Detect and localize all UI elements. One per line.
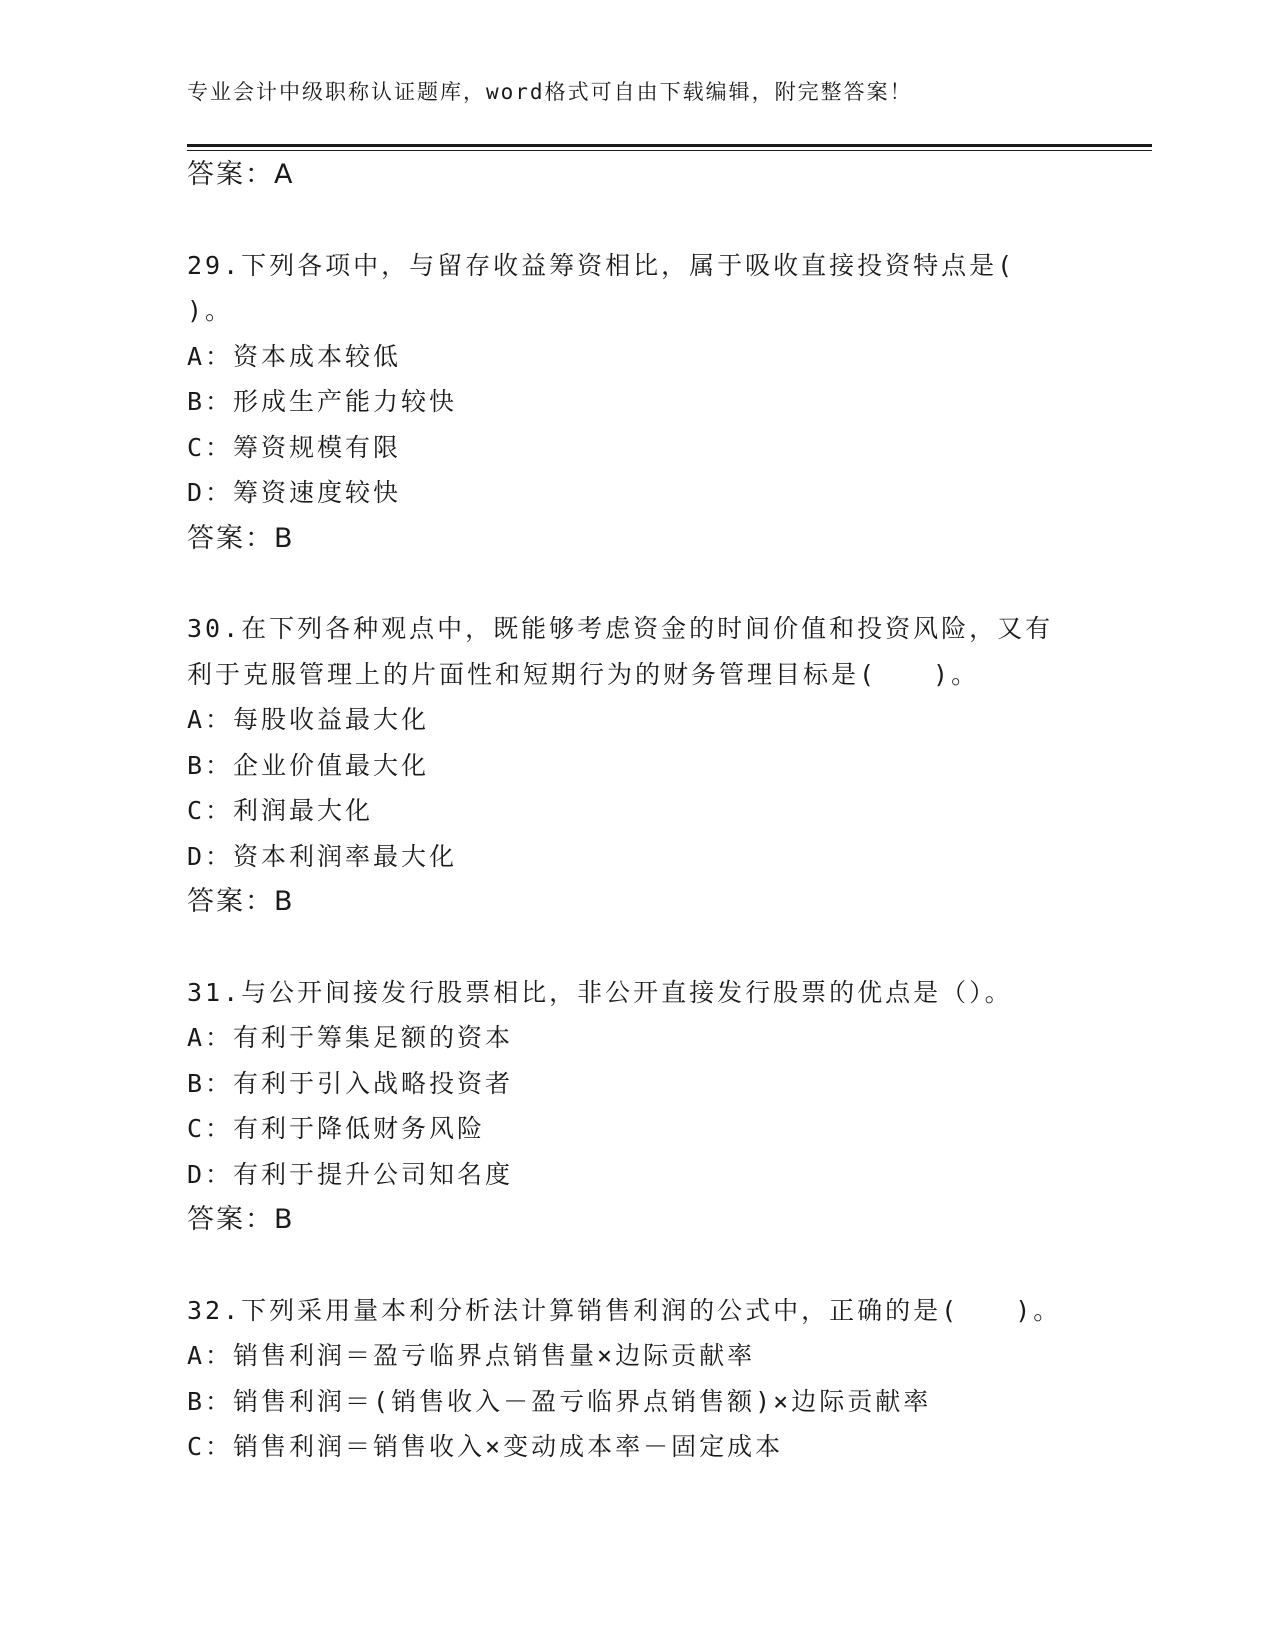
answer-line: 答案：B bbox=[187, 1204, 295, 1235]
option-c: C：利润最大化 bbox=[187, 796, 374, 825]
question-text-cont: )。 bbox=[187, 296, 234, 325]
question-text: 31.与公开间接发行股票相比，非公开直接发行股票的优点是（）。 bbox=[187, 977, 1013, 1007]
page-header: 专业会计中级职称认证题库，word格式可自由下载编辑，附完整答案！ bbox=[187, 80, 913, 104]
question-29 bbox=[187, 243, 1087, 562]
header-divider-thin bbox=[187, 150, 1152, 151]
option-c: C：筹资规模有限 bbox=[187, 432, 402, 462]
option-c: C：有利于降低财务风险 bbox=[187, 1114, 486, 1143]
question-32 bbox=[187, 1288, 1087, 1470]
option-c: C：销售利润＝销售收入×变动成本率－固定成本 bbox=[187, 1432, 784, 1461]
option-b: B：销售利润＝(销售收入－盈亏临界点销售额)×边际贡献率 bbox=[187, 1386, 932, 1416]
option-a: A：有利于筹集足额的资本 bbox=[187, 1023, 514, 1052]
question-text-cont: 利于克服管理上的片面性和短期行为的财务管理目标是( )。 bbox=[187, 659, 980, 689]
option-d: D：筹资速度较快 bbox=[187, 478, 402, 507]
header-divider bbox=[187, 144, 1152, 147]
question-text: 30.在下列各种观点中，既能够考虑资金的时间价值和投资风险，又有 bbox=[187, 614, 1054, 643]
question-text: 32.下列采用量本利分析法计算销售利润的公式中，正确的是( )。 bbox=[187, 1295, 1062, 1325]
answer-line: 答案：B bbox=[187, 886, 295, 917]
option-d: D：资本利润率最大化 bbox=[187, 841, 458, 871]
option-a: A：销售利润＝盈亏临界点销售量×边际贡献率 bbox=[187, 1341, 756, 1370]
option-b: B：形成生产能力较快 bbox=[187, 387, 458, 416]
option-b: B：有利于引入战略投资者 bbox=[187, 1068, 514, 1098]
question-text: 29.下列各项中，与留存收益筹资相比，属于吸收直接投资特点是( bbox=[187, 250, 1016, 280]
answer-line: 答案：A bbox=[187, 159, 295, 190]
option-b: B：企业价值最大化 bbox=[187, 750, 430, 780]
answer-line: 答案：B bbox=[187, 522, 295, 554]
option-a: A：每股收益最大化 bbox=[187, 705, 430, 734]
question-30 bbox=[187, 606, 1087, 925]
option-d: D：有利于提升公司知名度 bbox=[187, 1159, 514, 1189]
document-body bbox=[187, 152, 1087, 1470]
option-a: A：资本成本较低 bbox=[187, 341, 402, 371]
question-31 bbox=[187, 970, 1087, 1243]
